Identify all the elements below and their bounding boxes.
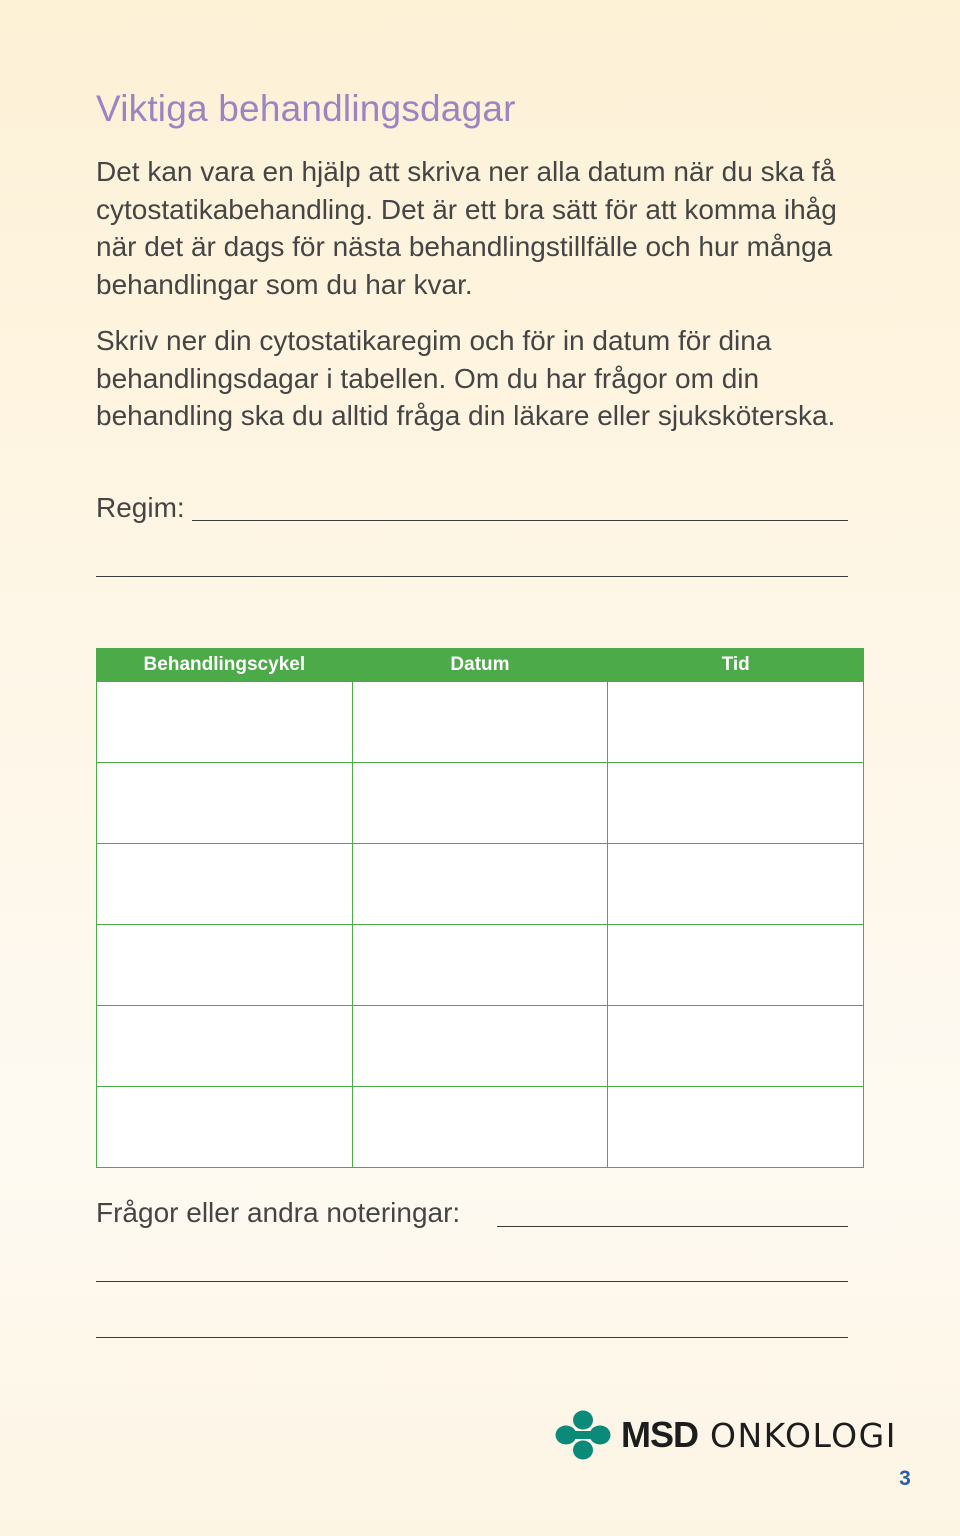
date-cell[interactable] bbox=[352, 763, 608, 844]
date-cell[interactable] bbox=[352, 682, 608, 763]
table-row bbox=[97, 763, 864, 844]
cycle-cell[interactable] bbox=[97, 763, 353, 844]
intro-paragraph: Det kan vara en hjälp att skriva ner alla datum när du ska få cytostatikabehandling. Det är ett bra sätt för att komma ihåg när det är dags för nästa behandlingstillfälle och hur många behandlingar som du har kvar. bbox=[96, 156, 837, 300]
table-row bbox=[97, 1006, 864, 1087]
regimen-label: Regim: bbox=[96, 492, 185, 523]
time-cell[interactable] bbox=[608, 1006, 864, 1087]
table-row bbox=[97, 1087, 864, 1168]
date-cell[interactable] bbox=[352, 1087, 608, 1168]
time-cell[interactable] bbox=[608, 925, 864, 1006]
time-cell[interactable] bbox=[608, 682, 864, 763]
instruction-paragraph: Skriv ner din cytostatikaregim och för in datum för dina behandlingsdagar i tabellen. Om du har frågor om din behandling ska du alltid fråga din läkare eller sjuksköterska. bbox=[96, 325, 836, 431]
notes-label: Frågor eller andra noteringar: bbox=[96, 1197, 461, 1228]
column-header-time: Tid bbox=[608, 649, 864, 682]
treatment-days-table bbox=[96, 648, 864, 1168]
cycle-cell[interactable] bbox=[97, 844, 353, 925]
date-cell[interactable] bbox=[352, 1006, 608, 1087]
notes-write-line[interactable] bbox=[497, 1226, 848, 1227]
table-row bbox=[97, 925, 864, 1006]
regimen-write-line[interactable] bbox=[192, 520, 848, 521]
logo-brand-text: MSD bbox=[621, 1414, 698, 1455]
regimen-write-line-2[interactable] bbox=[96, 576, 848, 577]
page-title: Viktiga behandlingsdagar bbox=[96, 88, 516, 129]
date-cell[interactable] bbox=[352, 844, 608, 925]
page-number: 3 bbox=[899, 1467, 911, 1490]
time-cell[interactable] bbox=[608, 763, 864, 844]
table-row bbox=[97, 844, 864, 925]
time-cell[interactable] bbox=[608, 1087, 864, 1168]
table-header-row bbox=[97, 649, 864, 682]
time-cell[interactable] bbox=[608, 844, 864, 925]
cycle-cell[interactable] bbox=[97, 1006, 353, 1087]
logo-division-text: ONKOLOGI bbox=[710, 1416, 897, 1455]
cycle-cell[interactable] bbox=[97, 1087, 353, 1168]
date-cell[interactable] bbox=[352, 925, 608, 1006]
column-header-date: Datum bbox=[352, 649, 608, 682]
notes-write-line-2[interactable] bbox=[96, 1281, 848, 1282]
cycle-cell[interactable] bbox=[97, 682, 353, 763]
table-row bbox=[97, 682, 864, 763]
column-header-cycle: Behandlingscykel bbox=[97, 649, 353, 682]
msd-logo-icon bbox=[555, 1407, 611, 1463]
notes-write-line-3[interactable] bbox=[96, 1337, 848, 1338]
cycle-cell[interactable] bbox=[97, 925, 353, 1006]
msd-onkologi-logo bbox=[555, 1407, 897, 1463]
